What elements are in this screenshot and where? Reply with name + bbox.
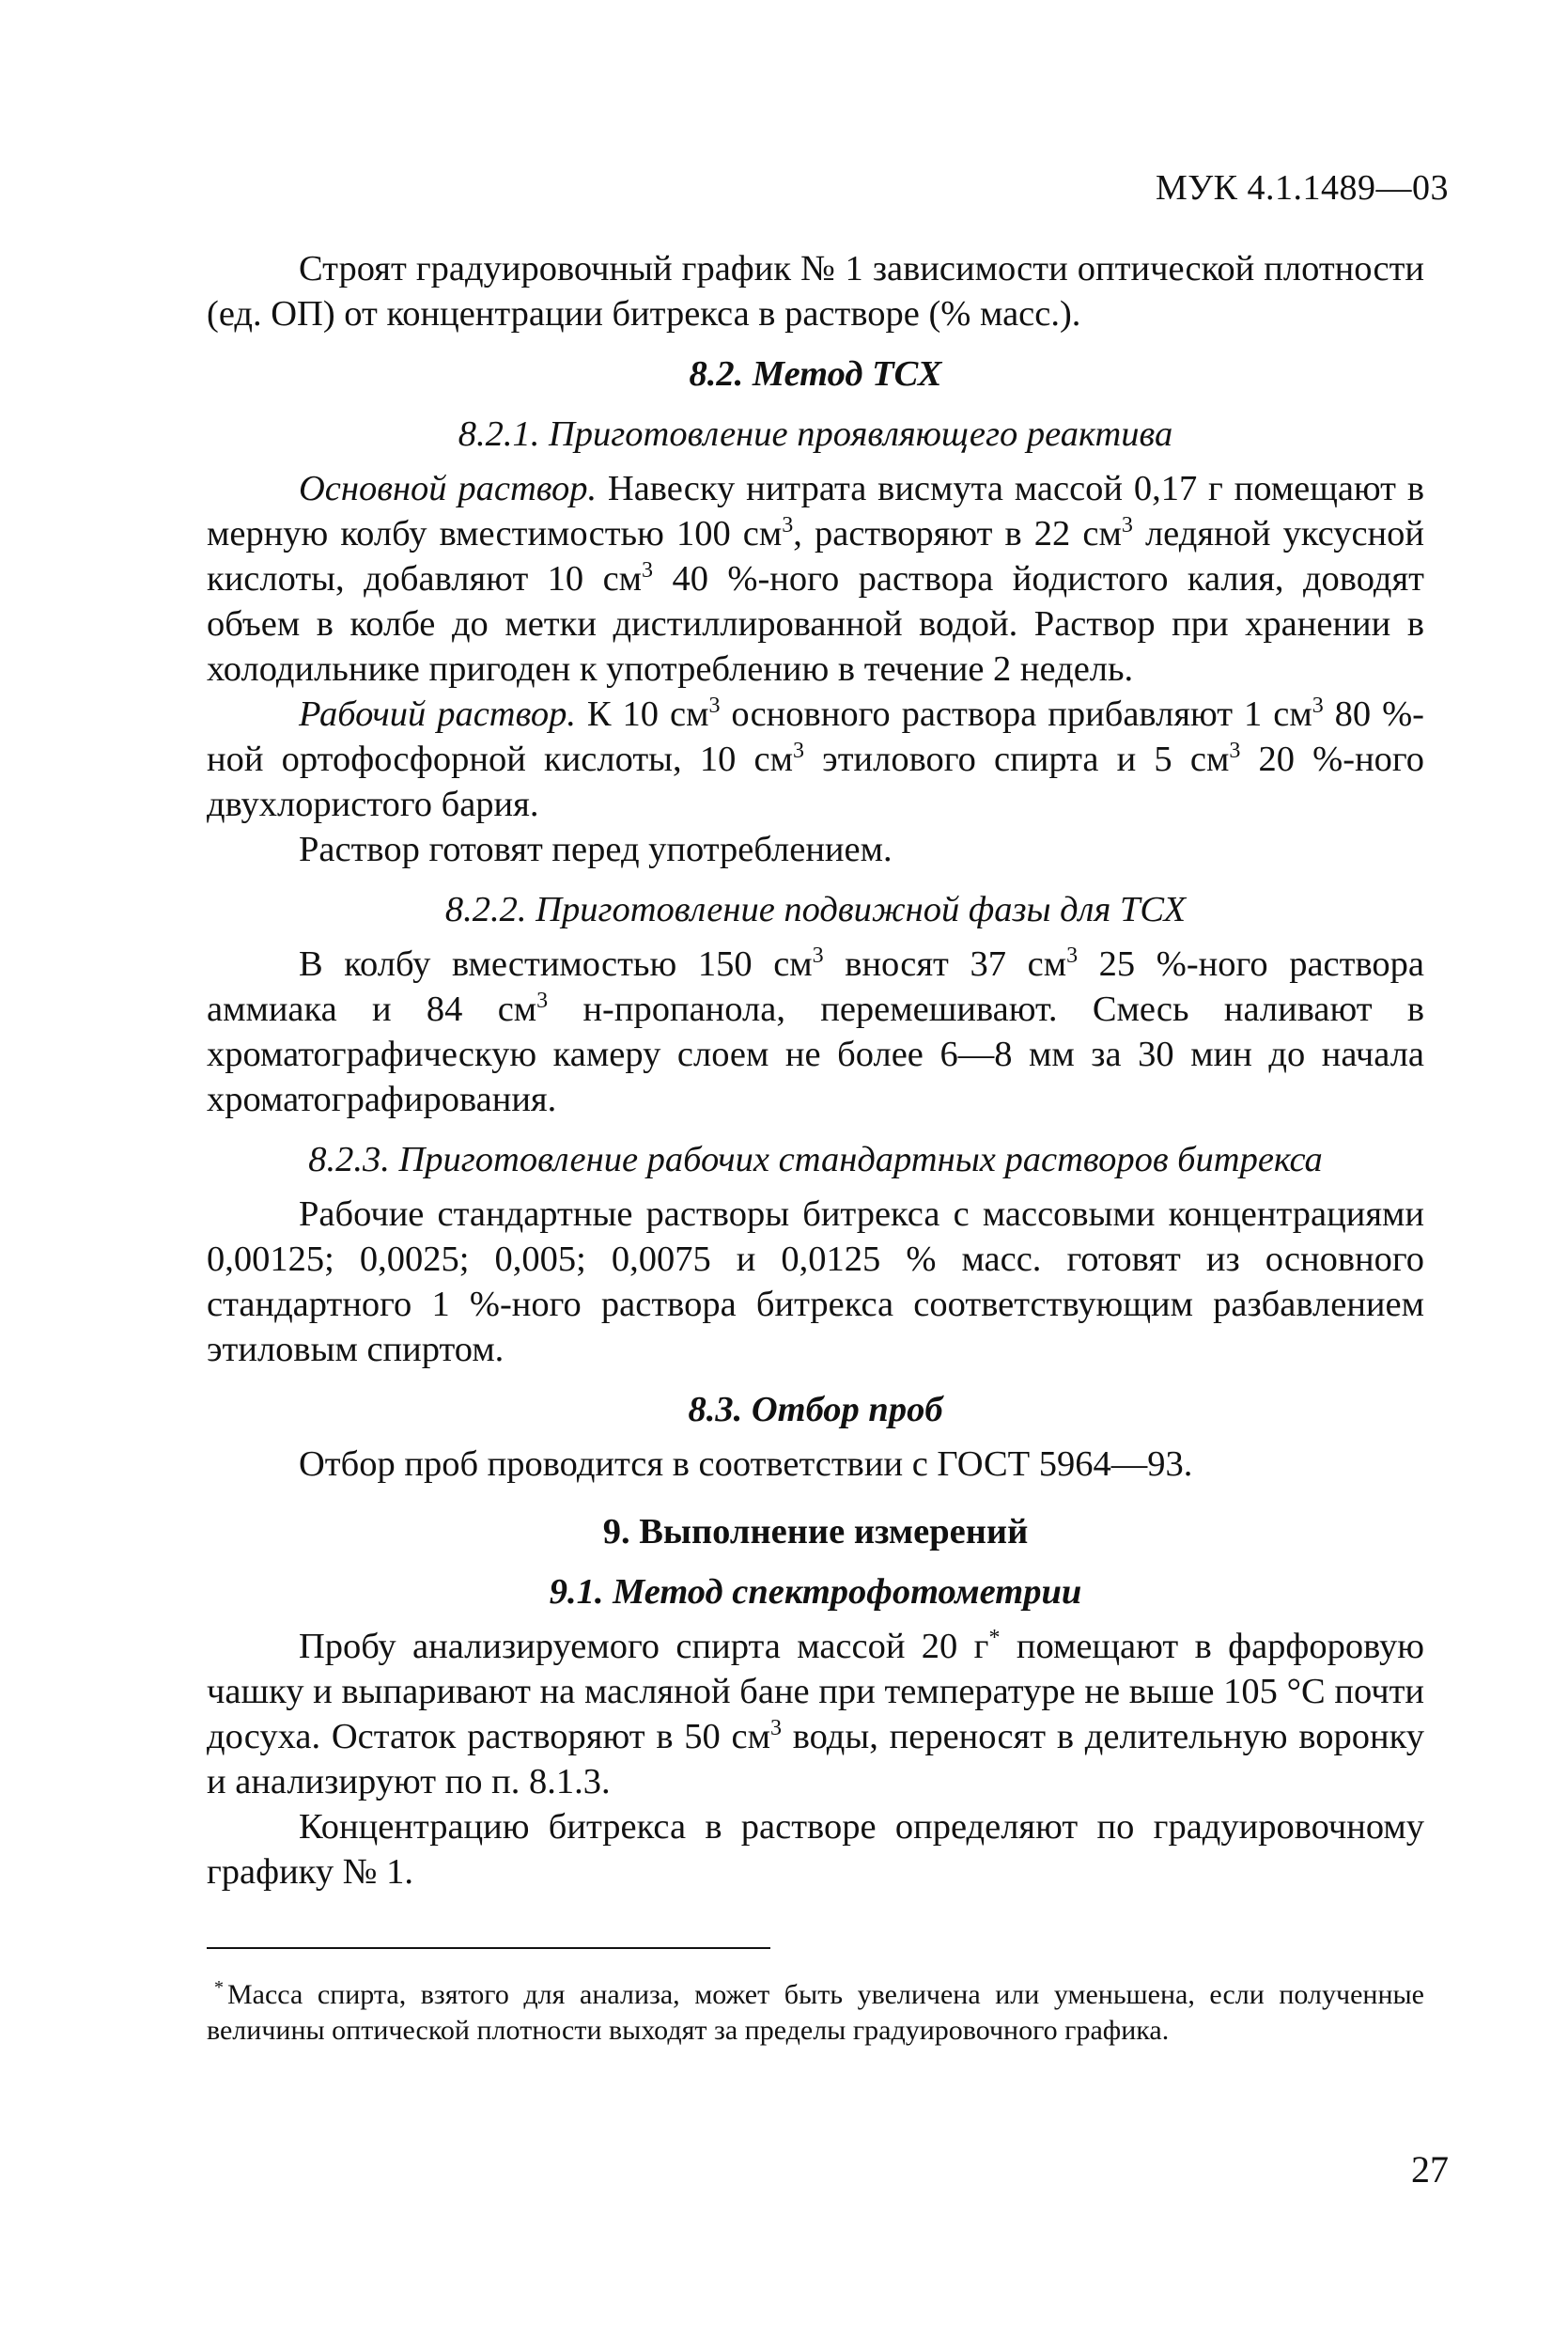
working-solution-text-2: основного раствора прибавляют 1 см bbox=[720, 694, 1312, 734]
paragraph-calibration-graph: Строят градуировочный график № 1 зависимости оптической плотности (ед. ОП) от концентрации битрекса в растворе (% масс.). bbox=[207, 249, 1424, 334]
mobile-phase-text-1: В колбу вместимостью 150 см bbox=[299, 944, 813, 984]
footnote-reference: * bbox=[988, 1626, 1001, 1651]
working-solution-text-4: этилового спирта и 5 см bbox=[804, 740, 1230, 779]
superscript-3: 3 bbox=[1229, 739, 1241, 764]
footnote-text: Масса спирта, взятого для анализа, может быть увеличена или уменьшена, если полученные величины оптической плотности выходят за пределы градуировочного графика. bbox=[207, 1979, 1424, 2046]
document-code-header: МУК 4.1.1489—03 bbox=[1155, 168, 1449, 208]
superscript-3: 3 bbox=[793, 739, 804, 764]
basic-solution-text-2: , растворяют в 22 см bbox=[793, 514, 1122, 554]
paragraph-standard-solutions: Рабочие стандартные растворы битрекса с массовыми концентрациями 0,00125; 0,0025; 0,005; 0,0075 и 0,0125 % масс. готовят из основного стандартного 1 %-ного раствора битрекса соответствующим разбавлением этиловым спиртом. bbox=[207, 1194, 1424, 1369]
working-solution-text-1: К 10 см bbox=[575, 694, 709, 734]
basic-solution-text-4: 40 %-ного раствора йодистого калия, доводят объем в колбе до метки дистиллированной водой. Раствор при хранении в холодильнике пригоден к употреблению в течение 2 недель. bbox=[207, 559, 1424, 689]
sample-text-2: помещают в фарфоровую чашку и выпаривают на масляной бане при температуре не выше 105 °С почти досуха. Остаток растворяют в 50 см bbox=[207, 1627, 1424, 1756]
superscript-3: 3 bbox=[1121, 513, 1133, 538]
footnote-separator bbox=[207, 1947, 770, 1949]
superscript-3: 3 bbox=[536, 989, 549, 1014]
paragraph-mobile-phase bbox=[207, 942, 1424, 1122]
superscript-3: 3 bbox=[708, 694, 721, 719]
superscript-3: 3 bbox=[1312, 694, 1324, 719]
section-8-3-title: 8.3. Отбор проб bbox=[688, 1390, 943, 1429]
main-content bbox=[207, 246, 1424, 1895]
section-9-title: 9. Выполнение измерений bbox=[602, 1512, 1029, 1552]
sample-text-1: Пробу анализируемого спирта массой 20 г bbox=[299, 1627, 989, 1666]
basic-solution-text-1: Навеску нитрата висмута массой 0,17 г помещают в мерную колбу вместимостью 100 см bbox=[207, 469, 1424, 554]
section-8-2-title: 8.2. Метод ТСХ bbox=[689, 354, 942, 394]
working-solution-text-5: 20 %-ного двухлористого бария. bbox=[207, 740, 1425, 824]
section-8-2-2-title: 8.2.2. Приготовление подвижной фазы для ТСХ bbox=[444, 890, 1187, 929]
footnote bbox=[207, 1970, 1424, 2049]
footnote-mark: * bbox=[214, 1977, 224, 1998]
paragraph-sampling: Отбор проб проводится в соответствии с ГОСТ 5964—93. bbox=[299, 1444, 1193, 1484]
superscript-3: 3 bbox=[769, 1716, 782, 1741]
basic-solution-text-3: ледяной уксусной кислоты, добавляют 10 см bbox=[207, 514, 1424, 599]
paragraph-basic-solution bbox=[207, 466, 1424, 692]
paragraph-preparation-note: Раствор готовят перед употреблением. bbox=[299, 830, 893, 869]
section-8-2-3-title: 8.2.3. Приготовление рабочих стандартных растворов битрекса bbox=[308, 1140, 1323, 1179]
sample-text-3: воды, переносят в делительную воронку и анализируют по п. 8.1.3. bbox=[207, 1717, 1424, 1801]
working-solution-label: Рабочий раствор. bbox=[299, 694, 576, 734]
superscript-3: 3 bbox=[1066, 943, 1079, 969]
paragraph-concentration: Концентрацию битрекса в растворе определяют по градуировочному графику № 1. bbox=[207, 1807, 1424, 1892]
page-number: 27 bbox=[1411, 2148, 1449, 2191]
mobile-phase-text-3: 25 %-ного раствора аммиака и 84 см bbox=[207, 944, 1424, 1029]
section-9-1-title: 9.1. Метод спектрофотометрии bbox=[549, 1572, 1082, 1612]
mobile-phase-text-4: н-пропанола, перемешивают. Смесь наливают в хроматографическую камеру слоем не более 6—8 мм за 30 мин до начала хроматографирования. bbox=[207, 990, 1424, 1119]
superscript-3: 3 bbox=[642, 558, 654, 584]
paragraph-working-solution bbox=[207, 692, 1424, 827]
superscript-3: 3 bbox=[812, 943, 824, 969]
superscript-3: 3 bbox=[782, 513, 794, 538]
mobile-phase-text-2: вносят 37 см bbox=[823, 944, 1067, 984]
working-solution-text-3: 80 %-ной ортофосфорной кислоты, 10 см bbox=[207, 694, 1424, 779]
paragraph-sample-preparation bbox=[207, 1624, 1424, 1804]
basic-solution-label: Основной раствор. bbox=[299, 469, 598, 508]
section-8-2-1-title: 8.2.1. Приготовление проявляющего реактива bbox=[458, 414, 1173, 454]
